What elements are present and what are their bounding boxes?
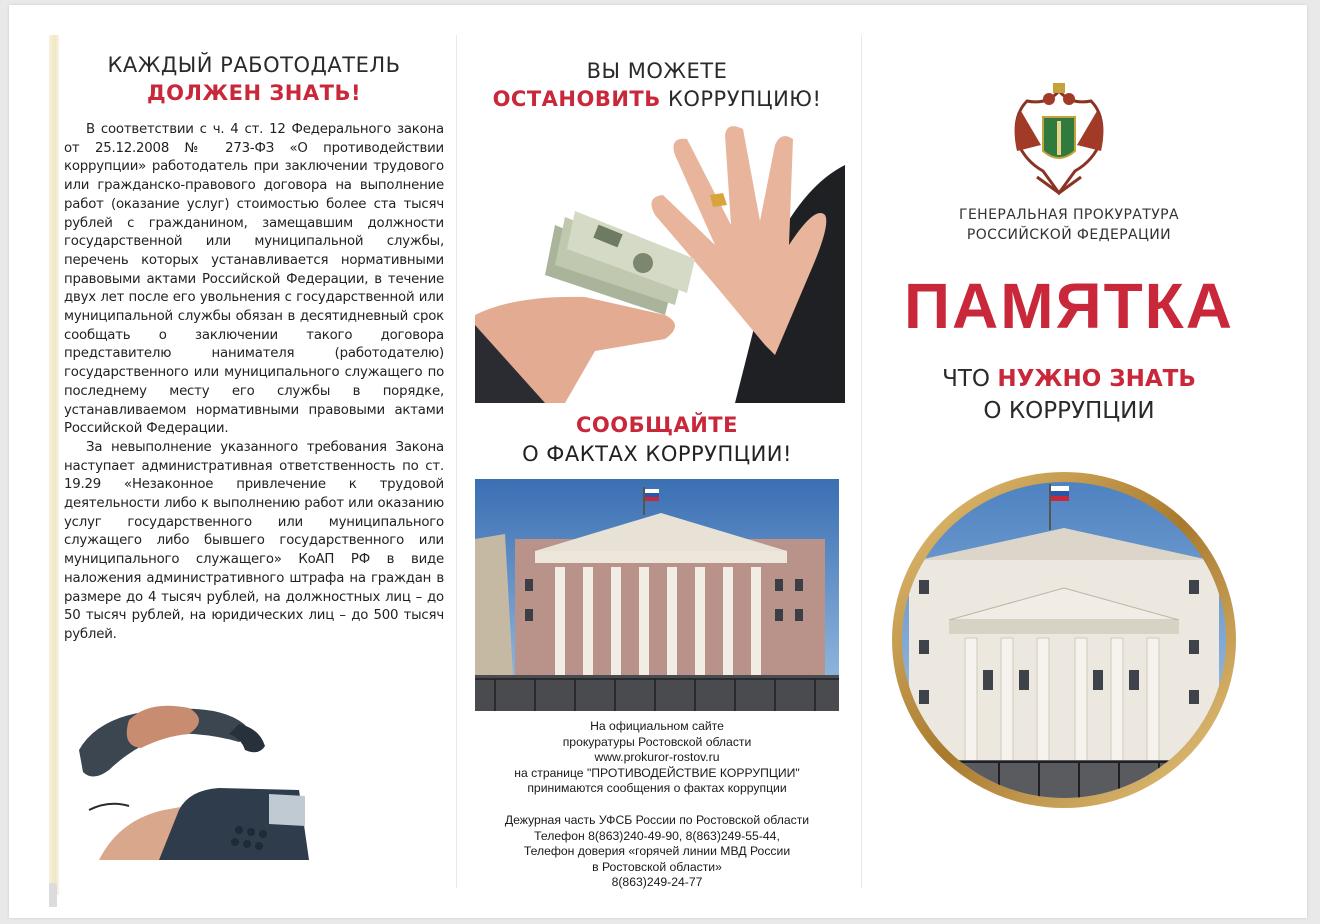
middle-heading [467,57,847,113]
building-circle-photo [889,470,1239,810]
organization-line1: ГЕНЕРАЛЬНАЯ ПРОКУРАТУРА [959,207,1179,223]
middle-heading-line1: ВЫ МОЖЕТЕ [586,59,728,83]
middle-heading-red: ОСТАНОВИТЬ [492,87,661,111]
duty-line-4: в Ростовской области» [592,859,722,874]
left-paragraph-2: За невыполнение указанного требования Закона наступает административная ответственность по ст. 19.29 «Незаконное привлечение к трудовой деятельности либо к выполнению работ или оказанию услуг государственного или муниципального служащего либо бывшего государственного или муниципального служащего» КоАП РФ в виде наложения административного штрафа на граждан в размере до 4 тысяч рублей, на должностных лиц – до 50 тысяч рублей, на юридических лиц – до 500 тысяч рублей. [64,439,444,642]
site-line-5: принимаются сообщения о фактах коррупции [527,781,787,796]
duty-line-1: Дежурная часть УФСБ России по Ростовской области [504,812,810,827]
subtitle-pre: ЧТО [942,366,998,392]
telephone-photo [69,690,309,860]
site-line-1: На официальном сайте [590,719,724,733]
fold-line-right [861,35,862,888]
left-heading [64,51,444,107]
report-heading-line2: О ФАКТАХ КОРРУПЦИИ! [522,442,792,466]
page-title: ПАМЯТКА [904,270,1234,342]
middle-panel [467,57,847,890]
site-line-2: прокуратуры Ростовской области [562,734,752,749]
duty-line-2: Телефон 8(863)240-49-90, 8(863)249-55-44, [534,828,780,843]
contacts-gap [467,797,847,813]
subtitle-red: НУЖНО ЗНАТЬ [997,366,1196,392]
prosecutor-building-photo [475,479,839,711]
binding-strip [49,35,59,895]
middle-heading-rest: КОРРУПЦИЮ! [660,87,822,111]
contacts-block [467,719,847,891]
report-block [467,411,847,469]
site-url[interactable]: www.prokuror-rostov.ru [594,750,720,765]
left-heading-line1: КАЖДЫЙ РАБОТОДАТЕЛЬ [107,53,401,77]
brochure-sheet [9,5,1307,918]
left-heading-line2: ДОЛЖЕН ЗНАТЬ! [146,81,362,105]
report-heading-red: СООБЩАЙТЕ [576,413,738,437]
duty-line-3: Телефон доверия «горячей линии МВД России [523,844,791,859]
binding-cap [49,883,57,907]
prosecutor-emblem-icon [1007,81,1111,199]
middle-heading-line2 [467,85,847,113]
organization-name [879,205,1259,245]
subtitle-line1 [879,363,1259,395]
left-body-text [64,121,444,645]
fold-line-left [456,35,457,888]
organization-line2: РОССИЙСКОЙ ФЕДЕРАЦИИ [966,227,1172,243]
stop-bribe-photo [475,125,845,403]
site-line-4: на странице "ПРОТИВОДЕЙСТВИЕ КОРРУПЦИИ" [514,765,800,780]
left-paragraph-1: В соответствии с ч. 4 ст. 12 Федерального закона от 25.12.2008 № 273-ФЗ «О противодействии коррупции» работодатель при заключении трудового или гражданско-правового договора на выполнение работ (оказание услуг) стоимостью более ста тысяч рублей с гражданином, замещавшим должности государственной или муниципальной службы, перечень которых устанавливается нормативными правовыми актами Российской Федерации, в течение двух лет после его увольнения с государственной или муниципальной службы обязан в десятидневный срок сообщать о заключении такого договора представителю нанимателя (работодателю) государственного или муниципального служащего по последнему месту его службы в порядке, устанавливаемом нормативными правовыми актами Российской Федерации. [64,122,444,437]
duty-line-5: 8(863)249-24-77 [611,875,703,890]
page-subtitle [879,363,1259,427]
subtitle-line2: О КОРРУПЦИИ [983,398,1155,424]
left-panel [64,51,444,645]
